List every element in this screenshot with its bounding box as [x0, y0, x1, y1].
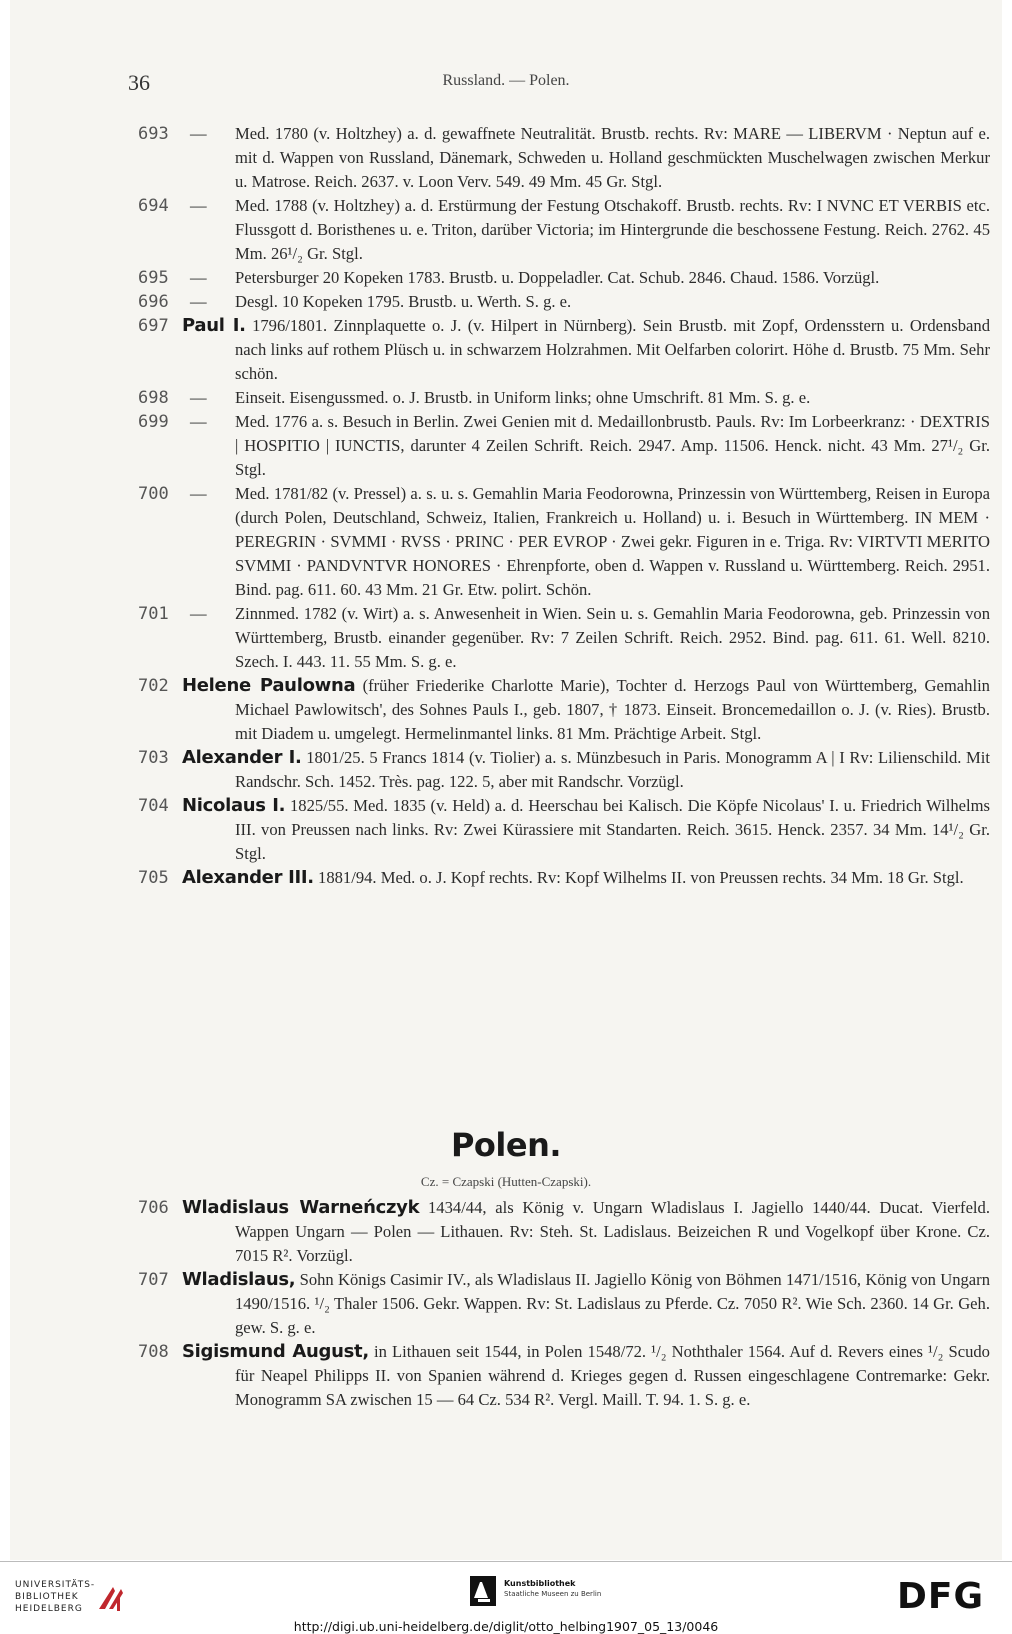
scanned-page: [10, 0, 1002, 1560]
entry-dash: —: [190, 604, 207, 623]
catalog-entry: [128, 314, 990, 386]
catalog-entry: [128, 866, 990, 890]
ruler-name: Helene Paulowna: [182, 675, 356, 696]
entry-text: Petersburger 20 Kopeken 1783. Brustb. u. Doppeladler. Cat. Schub. 2846. Chaud. 1586. Vorzügl.: [235, 268, 880, 287]
entry-number: 705: [138, 868, 169, 888]
catalog-entry: [128, 1196, 990, 1268]
entry-dash: —: [190, 388, 207, 407]
ruler-name: Sigismund August,: [182, 1341, 369, 1362]
entry-number: 700: [138, 484, 169, 504]
uni-line-2: BIBLIOTHEK: [15, 1592, 79, 1602]
entry-number: 693: [138, 124, 169, 144]
entry-dash: —: [190, 268, 207, 287]
entry-text: Zinnmed. 1782 (v. Wirt) a. s. Anwesenheit in Wien. Sein u. s. Gemahlin Maria Feodorowna, geb. Prinzessin von Württemberg, Brustb. einander gegenüber. Rv: 7 Zeilen Schrift. Reich. 2952. Bind. pag. 611. 61. Well. 8210. Szech. I. 443. 11. 55 Mm. S. g. e.: [235, 604, 990, 671]
entry-text: 1434/44, als König v. Ungarn Wladislaus I. Jagiello 1440/44. Ducat. Vierfeld. Wappen Ungarn — Polen — Lithauen. Rv: Steh. St. Ladislaus. Beizeichen R und Vogelkopf über Krone. Cz. 7015 R². Vorzügl.: [235, 1198, 990, 1265]
section-subtitle: Cz. = Czapski (Hutten-Czapski).: [420, 1174, 592, 1189]
ruler-name: Nicolaus I.: [182, 795, 286, 816]
entry-dash: —: [190, 292, 207, 311]
entry-text: Med. 1776 a. s. Besuch in Berlin. Zwei Genien mit d. Medaillonbrustb. Pauls. Rv: Im Lorbeerkranz: · DEXTRIS | HOSPITIO | IUNCTIS, darunter 4 Zeilen Schrift. Reich. 2947. Amp. 11506. Henck. nicht. 43 Mm. 27¹/₂ Gr. Stgl.: [235, 412, 990, 479]
entry-text: 1796/1801. Zinnplaquette o. J. (v. Hilpert in Nürnberg). Sein Brustb. mit Zopf, Ordensstern u. Ordensband nach links auf rothem Plüsch u. in schwarzem Holzrahmen. Mit Oelfarben colorirt. Höhe d. Brustb. 75 Mm. Sehr schön.: [235, 316, 990, 383]
entry-number: 704: [138, 796, 169, 816]
entry-text: (früher Friederike Charlotte Marie), Tochter d. Herzogs Paul von Württemberg, Gemahlin Michael Pawlowitsch', des Sohnes Pauls I., geb. 1807, † 1873. Einseit. Broncemedaillon o. J. (v. Ries). Brustb. mit Diadem u. umgelegt. Hermelinmantel links. 81 Mm. Prächtige Arbeit. Stgl.: [235, 676, 990, 743]
catalog-entry: [128, 194, 990, 266]
entry-text: Sohn Königs Casimir IV., als Wladislaus II. Jagiello König von Böhmen 1471/1516, König von Ungarn 1490/1516. ¹/₂ Thaler 1506. Gekr. Wappen. Rv: St. Ladislaus zu Pferde. Cz. 7050 R². Wie Sch. 2360. 14 Gr. Geh. gew. S. g. e.: [235, 1270, 990, 1337]
page-number: 36: [128, 70, 150, 95]
entry-text: Med. 1788 (v. Holtzhey) a. d. Erstürmung der Festung Otschakoff. Brustb. rechts. Rv: I NVNC ET VERBIS etc. Flussgott d. Boristhenes u. e. Triton, darüber Victoria; im Hintergrunde die beschossene Festung. Reich. 2762. 45 Mm. 26¹/₂ Gr. Stgl.: [235, 196, 990, 263]
catalog-entry: [128, 290, 990, 314]
catalog-entry: [128, 386, 990, 410]
ruler-name: Alexander I.: [182, 747, 302, 768]
entry-number: 694: [138, 196, 169, 216]
catalog-entry: [128, 482, 990, 602]
footer-separator: [0, 1561, 1012, 1562]
entry-text: Einseit. Eisengussmed. o. J. Brustb. in Uniform links; ohne Umschrift. 81 Mm. S. g. e.: [235, 388, 811, 407]
catalog-entry: [128, 794, 990, 866]
uni-line-3: HEIDELBERG: [15, 1604, 83, 1614]
source-url-link[interactable]: http://digi.ub.uni-heidelberg.de/diglit/otto_helbing1907_05_13/0046: [293, 1619, 719, 1634]
entry-number: 698: [138, 388, 169, 408]
catalog-entry: [128, 1340, 990, 1412]
entry-dash: —: [190, 196, 207, 215]
entry-number: 702: [138, 676, 169, 696]
entry-number: 695: [138, 268, 169, 288]
entries-russland: [128, 122, 990, 890]
catalog-entry: [128, 1268, 990, 1340]
section-title: Polen.: [450, 1126, 562, 1164]
entry-number: 696: [138, 292, 169, 312]
ruler-name: Paul I.: [182, 315, 246, 336]
footer: [0, 1560, 1012, 1634]
entry-number: 699: [138, 412, 169, 432]
entry-text: 1801/25. 5 Francs 1814 (v. Tiolier) a. s. Münzbesuch in Paris. Monogramm A | I Rv: Lilienschild. Mit Randschr. Sch. 1452. Très. pag. 122. 5, aber mit Randschr. Vorzügl.: [235, 748, 990, 791]
entry-text: 1881/94. Med. o. J. Kopf rechts. Rv: Kopf Wilhelms II. von Preussen rechts. 34 Mm. 18 Gr. Stgl.: [318, 868, 964, 887]
entry-number: 697: [138, 316, 169, 336]
entry-dash: —: [190, 124, 207, 143]
entry-number: 706: [138, 1198, 169, 1218]
entry-number: 707: [138, 1270, 169, 1290]
uni-line-1: UNIVERSITÄTS-: [15, 1580, 96, 1590]
entry-text: Desgl. 10 Kopeken 1795. Brustb. u. Werth. S. g. e.: [235, 292, 572, 311]
entry-text: Med. 1780 (v. Holtzhey) a. d. gewaffnete Neutralität. Brustb. rechts. Rv: MARE — LIBERVM · Neptun auf e. mit d. Wappen von Russland, Dänemark, Schweden u. Holland geschmückten Muschelwagen zwischen Merkur u. Matrose. Reich. 2637. v. Loon Verv. 549. 49 Mm. 45 Gr. Stgl.: [235, 124, 990, 191]
ruler-name: Wladislaus Warneńczyk: [182, 1197, 420, 1218]
ruler-name: Alexander III.: [182, 867, 314, 888]
entry-dash: —: [190, 412, 207, 431]
entry-text: Med. 1781/82 (v. Pressel) a. s. u. s. Gemahlin Maria Feodorowna, Prinzessin von Württemberg, Reisen in Europa (durch Polen, Deutschland, Schweiz, Italien, Frankreich u. Holland) u. i. Besuch in Württemberg. IN MEM · PEREGRIN · SVMMI · RVSS · PRINC · PER EVROP · Zwei gekr. Figuren in e. Triga. Rv: VIRTVTI MERITO SVMMI · PANDVNTVR HONORES · Ehrenpforte, oben d. Wappen v. Russland u. Württemberg. Reich. 2951. Bind. pag. 611. 60. 43 Mm. 21 Gr. Etw. polirt. Schön.: [235, 484, 990, 599]
ruler-name: Wladislaus,: [182, 1269, 296, 1290]
entry-text: 1825/55. Med. 1835 (v. Held) a. d. Heerschau bei Kalisch. Die Köpfe Nicolaus' I. u. Friedrich Wilhelms III. von Preussen nach links. Rv: Zwei Kürassiere mit Standarten. Reich. 3615. Henck. 2357. 34 Mm. 14¹/₂ Gr. Stgl.: [235, 796, 990, 863]
catalog-entry: [128, 602, 990, 674]
kunstbibliothek-emblem-icon: [470, 1576, 496, 1606]
catalog-entry: [128, 122, 990, 194]
entry-number: 708: [138, 1342, 169, 1362]
university-library-logo[interactable]: [15, 1579, 95, 1615]
dfg-logo[interactable]: DFG: [897, 1576, 985, 1617]
kb-title: Kunstbibliothek: [504, 1579, 576, 1588]
entry-text: in Lithauen seit 1544, in Polen 1548/72. ¹/₂ Noththaler 1564. Auf d. Revers eines ¹/₂ Scudo für Neapel Philipps II. von Spanien während d. Krieges gegen d. Russen eingeschlagene Contremarke: Gekr. Monogramm SA zwischen 15 — 64 Cz. 534 R². Vergl. Maill. T. 94. 1. S. g. e.: [235, 1342, 990, 1409]
entry-number: 703: [138, 748, 169, 768]
catalog-entry: [128, 410, 990, 482]
kb-subtitle: Staatliche Museen zu Berlin: [504, 1590, 602, 1598]
catalog-entry: [128, 674, 990, 746]
catalog-entry: [128, 266, 990, 290]
entry-number: 701: [138, 604, 169, 624]
catalog-entry: [128, 746, 990, 794]
entries-polen: [128, 1196, 990, 1412]
entry-dash: —: [190, 484, 207, 503]
uni-heidelberg-emblem-icon: [93, 1579, 133, 1619]
running-head: Russland. — Polen.: [442, 72, 570, 89]
